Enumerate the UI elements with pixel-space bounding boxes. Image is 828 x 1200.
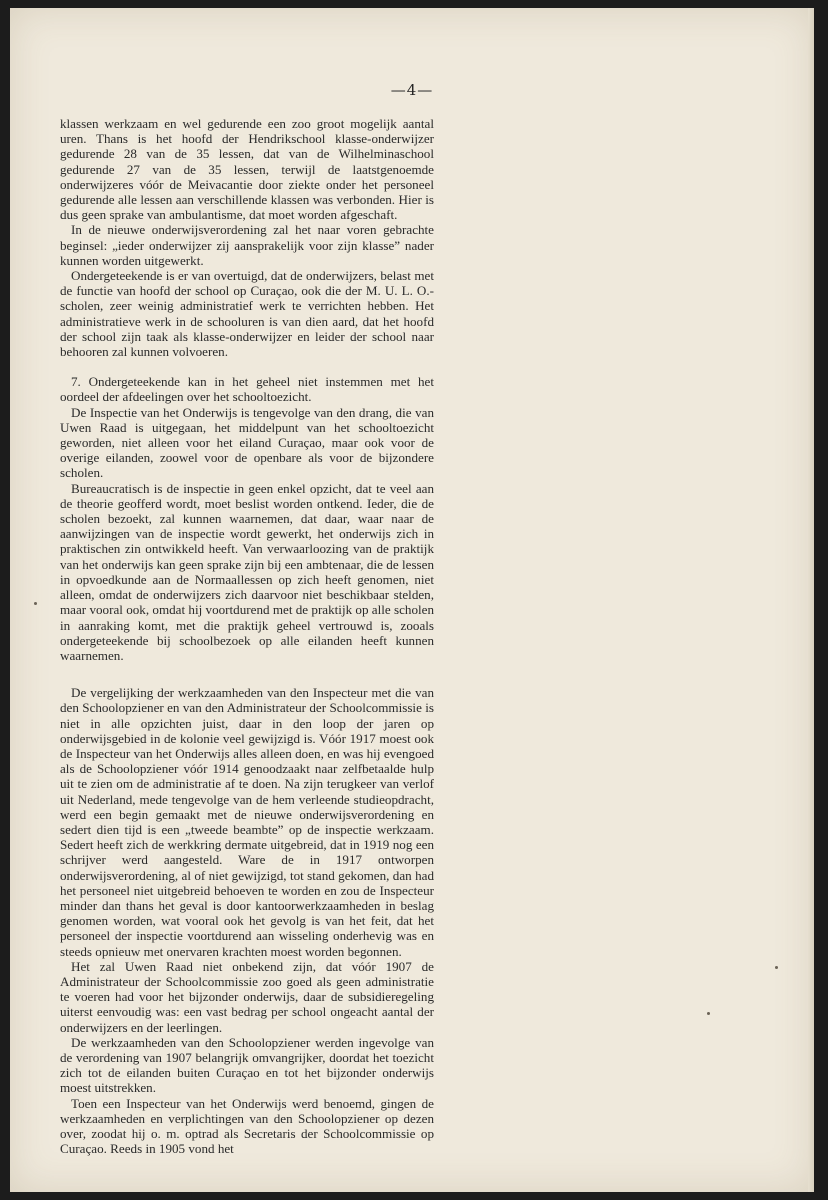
paragraph: In de nieuwe onderwijsverordening zal het naar voren gebrachte beginsel: „ieder onderwijzer zij aansprakelijk voor zijn klasse” nader kunnen worden uitgewerkt. [60,222,434,268]
paragraph: De Inspectie van het Onderwijs is tengevolge van den drang, die van Uwen Raad is uitgegaan, het middelpunt van het schooltoezicht geworden, niet alleen voor het eiland Curaçao, maar ook voor de overige eilanden, zoowel voor de openbare als voor de bijzondere scholen. [60,404,434,481]
paper-speck [34,602,37,605]
body-text [60,116,434,1156]
paragraph: De werkzaamheden van den Schoolopziener werden ingevolge van de verordening van 1907 belangrijk omvangrijker, doordat het toezicht zich tot de eilanden buiten Curaçao en tot het bijzonder onderwijs moest uitstrekken. [60,1034,434,1096]
paper-speck [707,1012,710,1015]
paragraph: 7. Ondergeteekende kan in het geheel niet instemmen met het oordeel der afdeelingen over het schooltoezicht. [60,374,434,405]
paragraph: Het zal Uwen Raad niet onbekend zijn, dat vóór 1907 de Administrateur der Schoolcommissie zoo goed als geen administratie te voeren had voor het bijzonder onderwijs, daar de subsidieregeling uiterst eenvoudig was: een vast bedrag per school ongeacht aantal der onderwijzers en der leerlingen. [60,958,434,1035]
paper-speck [775,966,778,969]
paragraph: Ondergeteekende is er van overtuigd, dat de onderwijzers, belast met de functie van hoofd der school op Curaçao, ook die der M. U. L. O.-scholen, zeer weinig administratief werk te verrichten hebben. Het administratieve werk in de schooluren is van dien aard, dat het hoofd der school zijn taak als klasse-onderwijzer en leider der school naar behooren zal kunnen volvoeren. [60,268,434,360]
page-number: —4— [390,81,434,99]
paragraph: De vergelijking der werkzaamheden van den Inspecteur met die van den Schoolopziener en van den Administrateur der Schoolcommissie is niet in alle opzichten juist, daar in den loop der jaren op onderwijsgebied in de kolonie veel gewijzigd is. Vóór 1917 moest ook de Inspecteur van het Onderwijs alles alleen doen, en was hij evengoed als de Schoolopziener vóór 1914 genoodzaakt naar zelfbetaalde hulp uit te zien om de administratie af te doen. Na zijn terugkeer van verlof uit Nederland, mede tengevolge van de hem verleende studieopdracht, werd een begin gemaakt met de nieuwe onderwijsverordening en sedert dien tijd is een „tweede beambte” op de inspectie werkzaam. Sedert heeft zich de werkkring dermate uitgebreid, dat in 1919 nog een schrijver werd aangesteld. Ware de in 1917 ontworpen onderwijsverordening, al of niet gewijzigd, tot stand gekomen, dan had het personeel niet uitgebreid behoeven te worden en zou de Inspecteur minder dan thans het geval is door kantoorwerkzaamheden in beslag genomen worden, wat vooral ook het gevolg is van het feit, dat het personeel der inspectie voortdurend aan wisseling onderhevig was en steeds opnieuw met onervaren krachten moest worden begonnen. [60,685,434,959]
paragraph: Bureaucratisch is de inspectie in geen enkel opzicht, dat te veel aan de theorie geofferd wordt, moet beslist worden ontkend. Ieder, die de scholen bezoekt, zal kunnen waarnemen, dat daar, waar naar de aanwijzingen van de inspectie wordt gewerkt, het onderwijs zich in praktischen zin ontwikkeld heeft. Van verwaarloozing van de praktijk van het onderwijs kan geen sprake zijn bij een ambtenaar, die de lessen in opvoedkunde aan de Normaallessen op zich heeft genomen, niet alleen, omdat de onderwijzers zich daarvoor niet beschikbaar stelden, maar vooral ook, omdat hij voortdurend met de praktijk op alle scholen in aanraking komt, met die praktijk geheel vertrouwd is, zooals ondergeteekende bij schoolbezoek op alle eilanden heeft kunnen waarnemen. [60,480,434,663]
document-page [10,8,814,1192]
paragraph: Toen een Inspecteur van het Onderwijs werd benoemd, gingen de werkzaamheden en verplichtingen van den Schoolopziener op dezen over, zoodat hij o. m. optrad als Secretaris der Schoolcommissie op Curaçao. Reeds in 1905 vond het [60,1095,434,1157]
paragraph: klassen werkzaam en wel gedurende een zoo groot mogelijk aantal uren. Thans is het hoofd der Hendrikschool klasse-onderwijzer gedurende 28 van de 35 lessen, dat van de Wilhelminaschool gedurende 27 van de 35 lessen, terwijl de laatstgenoemde onderwijzeres vóór de Meivacantie door ziekte onder het personeel gedurende alle lessen aan verschillende klassen was verbonden. Hier is dus geen sprake van ambulantisme, dat moet worden afgeschaft. [60,116,434,223]
page-edge [808,8,814,1192]
